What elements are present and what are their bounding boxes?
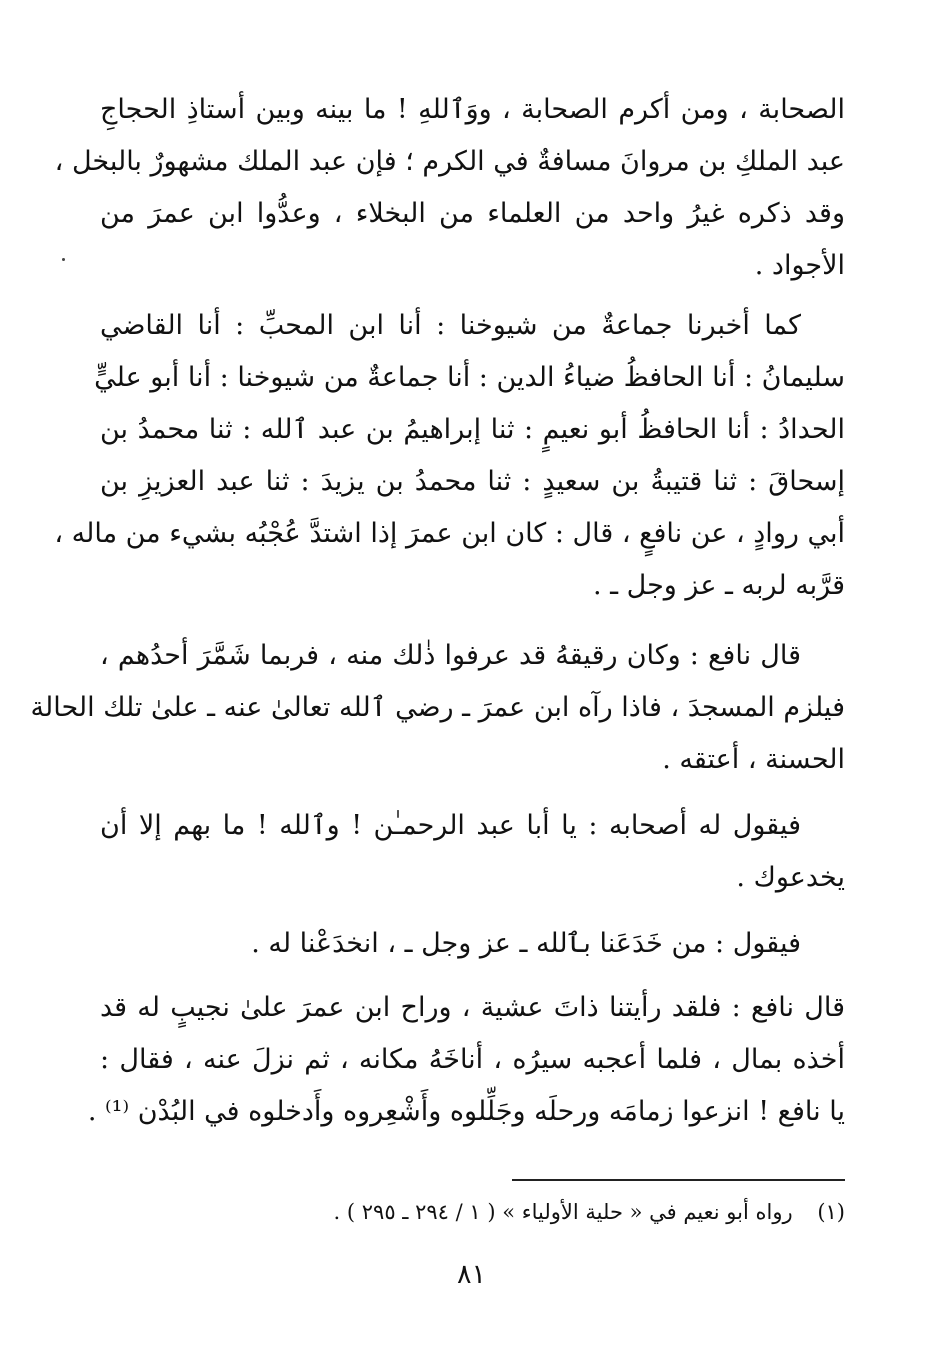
- text-line: عبد الملكِ بن مروانَ مسافةٌ في الكرم ؛ فإن عبد الملك مشهورٌ بالبخل ،: [54, 146, 845, 177]
- paragraph-6: [87, 982, 845, 1138]
- text-line: فيقول : من خَدَعَنا بٱلله ـ عز وجل ـ ، انخدَعْنا له .: [251, 928, 801, 959]
- text-line: أبي روادٍ ، عن نافعٍ ، قال : كان ابن عمرَ إذا اشتدَّ عُجْبُه بشيء من ماله ،: [54, 518, 845, 549]
- paragraph-3: [30, 630, 845, 786]
- paragraph-2: [54, 300, 845, 612]
- footnote-number: (١): [817, 1200, 845, 1224]
- text-line: يا نافع ! انزعوا زمامَه ورحلَه وجَلِّلوه وأَشْعِروه وأَدخلوه في البُدْن ⁽¹⁾ .: [87, 1096, 845, 1127]
- text-line: فيقول له أصحابه : يا أبا عبد الرحمـٰن ! وٱلله ! ما بهم إلا أن: [100, 810, 801, 841]
- text-line: الأجواد .: [754, 250, 845, 281]
- text-line: فيلزم المسجدَ ، فاذا رآه ابن عمرَ ـ رضي ٱلله تعالىٰ عنه ـ علىٰ تلك الحالة: [30, 692, 845, 723]
- text-line: الصحابة ، ومن أكرم الصحابة ، ووَٱللهِ ! ما بينه وبين أستاذِ الحجاجِ: [100, 94, 845, 125]
- footnote-divider: [512, 1179, 845, 1181]
- text-line: قال نافع : وكان رقيقهُ قد عرفوا ذٰلك منه ، فربما شَمَّرَ أحدُهم ،: [100, 640, 801, 671]
- footnote: [300, 1195, 845, 1229]
- text-line: قال نافع : فلقد رأيتنا ذاتَ عشية ، وراح ابن عمرَ علىٰ نجيبٍ له قد: [100, 992, 845, 1023]
- text-line: قرَّبه لربه ـ عز وجل ـ .: [593, 570, 845, 601]
- text-line: الحسنة ، أعتقه .: [662, 744, 845, 775]
- paragraph-1: [54, 84, 845, 292]
- footnote-text: رواه أبو نعيم في « حلية الأولياء » ( ١ / ٢٩٤ ـ ٢٩٥ ) .: [333, 1200, 793, 1224]
- text-line: أخذه بمال ، فلما أعجبه سيرُه ، أناخَهُ مكانه ، ثم نزلَ عنه ، فقال :: [100, 1044, 845, 1075]
- page-number: ٨١: [456, 1259, 486, 1290]
- text-line: سليمانُ : أنا الحافظُ ضياءُ الدين : أنا جماعةٌ من شيوخنا : أنا أبو عليٍّ: [94, 362, 845, 393]
- text-line: يخدعوك .: [736, 862, 845, 893]
- text-line: الحدادُ : أنا الحافظُ أبو نعيمٍ : ثنا إبراهيمُ بن عبد ٱلله : ثنا محمدُ بن: [100, 414, 845, 445]
- text-line: إسحاقَ : ثنا قتيبةُ بن سعيدٍ : ثنا محمدُ بن يزيدَ : ثنا عبد العزيزِ بن: [100, 466, 845, 497]
- scan-speck: [62, 258, 65, 261]
- text-line: وقد ذكره غيرُ واحد من العلماء من البخلاء ، وعدُّوا ابن عمرَ من: [100, 198, 845, 229]
- paragraph-5: [100, 918, 845, 970]
- paragraph-4: [100, 800, 845, 904]
- text-line: كما أخبرنا جماعةٌ من شيوخنا : أنا ابن المحبِّ : أنا القاضي: [100, 310, 801, 341]
